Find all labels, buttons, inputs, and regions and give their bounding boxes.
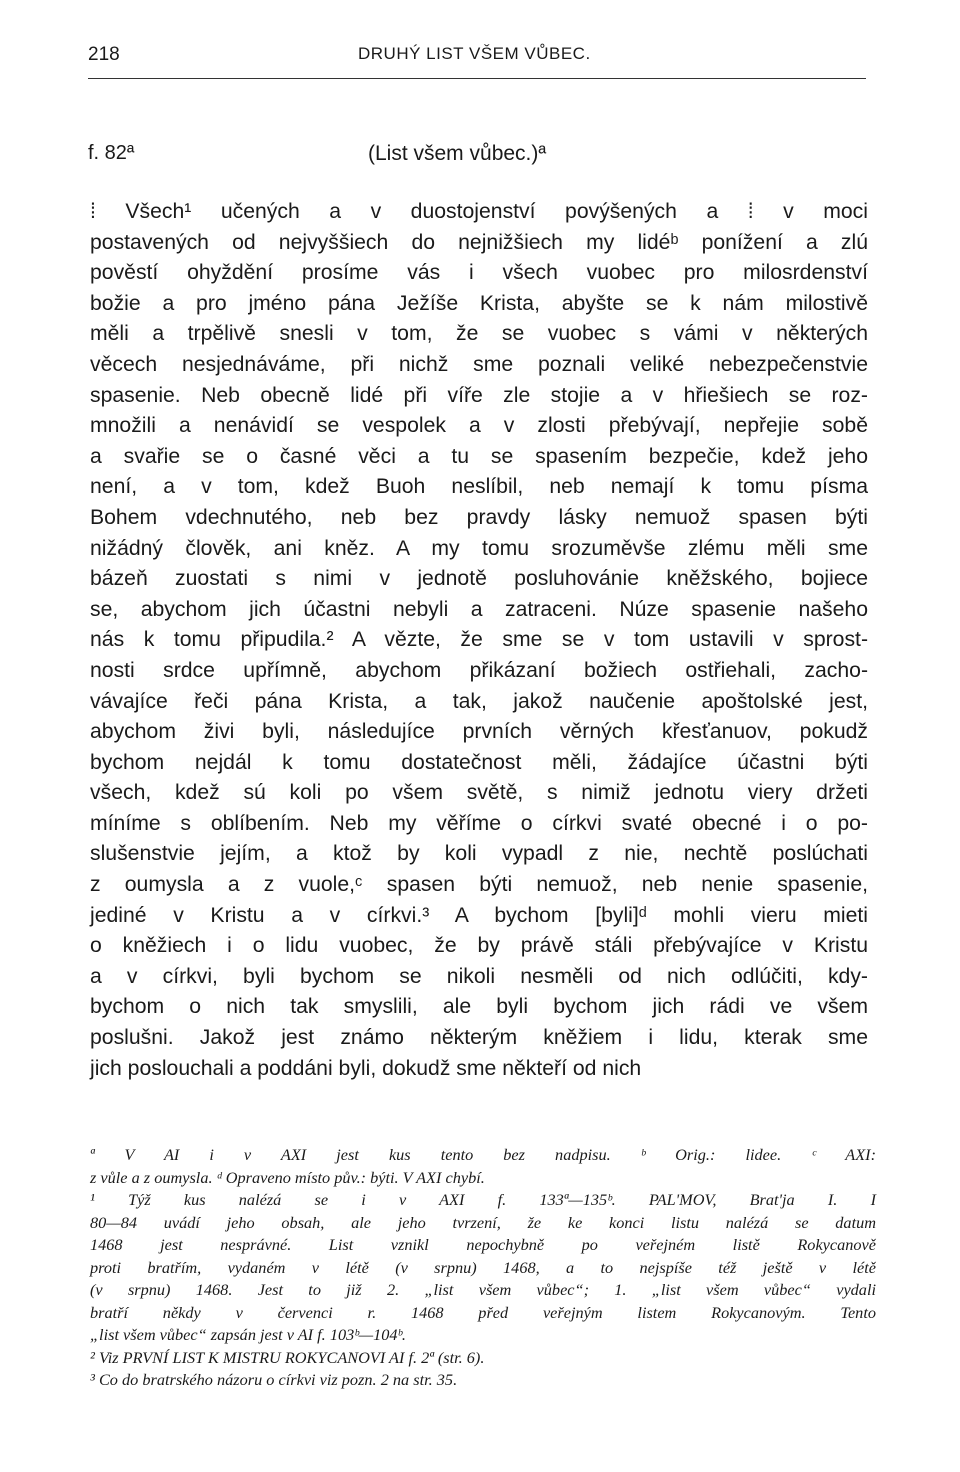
footnote-line: (v srpnu) 1468. Jest to již 2. „list všem vůbec“; 1. „list všem vůbec“ vydali	[90, 1280, 876, 1299]
footnote-line: z vůle a z oumysla. ᵈ Opraveno místo pův.: býti. V AXI chybí.	[90, 1167, 485, 1187]
body-line: slušenstvie jejím, a ktož by koli vypadl z nie, nechtě poslúchati	[90, 842, 868, 866]
body-line: abychom živi byli, následujíce prvních věrných křesťanuov, pokudž	[90, 720, 868, 744]
page-header	[88, 44, 878, 74]
body-line: poslušni. Jakož jest známo některým kněžiem i lidu, kterak sme	[90, 1026, 868, 1050]
body-text	[90, 197, 868, 1084]
footnote-line: ¹ Týž kus nalézá se i v AXI f. 133ª—135ᵇ. PAL'MOV, Brat'ja I. I	[90, 1190, 876, 1209]
body-line: není, a v tom, kdež Buoh neslíbil, neb nemají k tomu písma	[90, 475, 868, 499]
footnote-line: ª V AI i v AXI jest kus tento bez nadpisu. ᵇ Orig.: lidee. ᶜ AXI:	[90, 1145, 876, 1164]
footnote-line: 1468 jest nesprávné. List vznikl nepochybně po veřejném listě Rokycanově	[90, 1235, 876, 1254]
body-line: bázeň zuostati s nimi v jednotě posluhovánie kněžského, bojiece	[90, 567, 868, 591]
body-line: o kněžiech i o lidu vuobec, že by právě stáli přebývajíce v Kristu	[90, 934, 868, 958]
body-line: božie a pro jméno pána Ježíše Krista, abyšte se k nám milostivě	[90, 291, 868, 315]
footnote-line: proti bratřím, vydaném v létě (v srpnu) 1468, a to nejspíše též ještě v létě	[90, 1257, 876, 1277]
body-line: vávajíce řeči pána Krista, a tak, jakož naučenie apoštolské jest,	[90, 689, 868, 713]
footnote-line: 80—84 uvádí jeho obsah, ale jeho tvrzení, že ke konci listu nalézá se datum	[90, 1212, 876, 1232]
letter-title: (List všem vůbec.)ª	[368, 142, 547, 165]
body-line: nás k tomu připudila.² A vězte, že sme se v tom ustavili v sprost-	[90, 628, 868, 652]
header-rule	[88, 78, 866, 79]
body-line: ⁞ Všech¹ učených a v duostojenství povýšených a ⁞ v moci	[90, 200, 868, 223]
body-line: se, abychom jich účastni nebyli a zatraceni. Núze spasenie našeho	[90, 597, 868, 621]
page-number: 218	[88, 44, 120, 65]
body-line: a v církvi, byli bychom se nikoli nesměli od nich odlúčiti, kdy-	[90, 964, 868, 988]
body-line: pověstí ohyždění prosíme vás i všech vuobec pro milosrdenství	[90, 261, 868, 285]
running-head: DRUHÝ LIST VŠEM VŮBEC.	[358, 44, 591, 63]
footnote-line: ² Viz PRVNÍ LIST K MISTRU ROKYCANOVI AI f. 2ª (str. 6).	[90, 1347, 485, 1367]
body-line: a svařie se o časné věci a tu se spasením bezpečie, kdež jeho	[90, 444, 868, 468]
footnotes	[90, 1144, 876, 1392]
body-line: z oumysla a z vuole,ᶜ spasen býti nemuož, neb nenie spasenie,	[90, 873, 868, 897]
body-line: věcech nesjednáváme, při nichž sme poznali veliké nebezpečenstvie	[90, 352, 868, 376]
body-line: míníme s oblíbením. Neb my věříme o církvi svaté obecné i o po-	[90, 811, 868, 835]
body-line: bychom nejdál k tomu dostatečnost měli, žádajíce účastni býti	[90, 750, 868, 774]
body-line: nižádný člověk, ani kněz. A my tomu srozuměvše zlému měli sme	[90, 536, 868, 560]
body-line: nosti srdce upřímně, abychom přikázaní božiech ostřiehali, zacho-	[90, 658, 868, 682]
body-line: jediné v Kristu a v církvi.³ A bychom [byli]ᵈ mohli vieru mieti	[90, 903, 868, 927]
footnote-line: bratří někdy v červenci r. 1468 před veřejným listem Rokycanovým. Tento	[90, 1302, 876, 1322]
footnote-line: ³ Co do bratrského názoru o církvi viz pozn. 2 na str. 35.	[90, 1370, 458, 1389]
body-line: všech, kdež sú koli po všem světě, s nimiž jednotu viery držeti	[90, 781, 868, 805]
body-line: Bohem vdechnutého, neb bez pravdy lásky nemuož spasen býti	[90, 505, 868, 529]
body-line: bychom o nich tak smyslili, ale byli bychom jich rádi ve všem	[90, 995, 868, 1019]
body-line: postavených od nejvyššiech do nejnižšiech my lidéᵇ ponížení a zlú	[90, 230, 868, 254]
body-line: měli a trpělivě snesli v tom, že se vuobec s vámi v některých	[90, 322, 868, 346]
body-line: spasenie. Neb obecně lidé při víře zle stojie a v hřiešiech se roz-	[90, 383, 868, 407]
body-line: jich poslouchali a poddáni byli, dokudž sme někteří od nich	[90, 1056, 642, 1080]
body-line: množili a nenávidí se vespolek a v zlosti přebývají, nepřejie sobě	[90, 414, 868, 438]
folio-marker: f. 82ª	[88, 142, 135, 164]
footnote-line: „list všem vůbec“ zapsán jest v AI f. 103ᵇ—104ᵇ.	[90, 1325, 406, 1344]
